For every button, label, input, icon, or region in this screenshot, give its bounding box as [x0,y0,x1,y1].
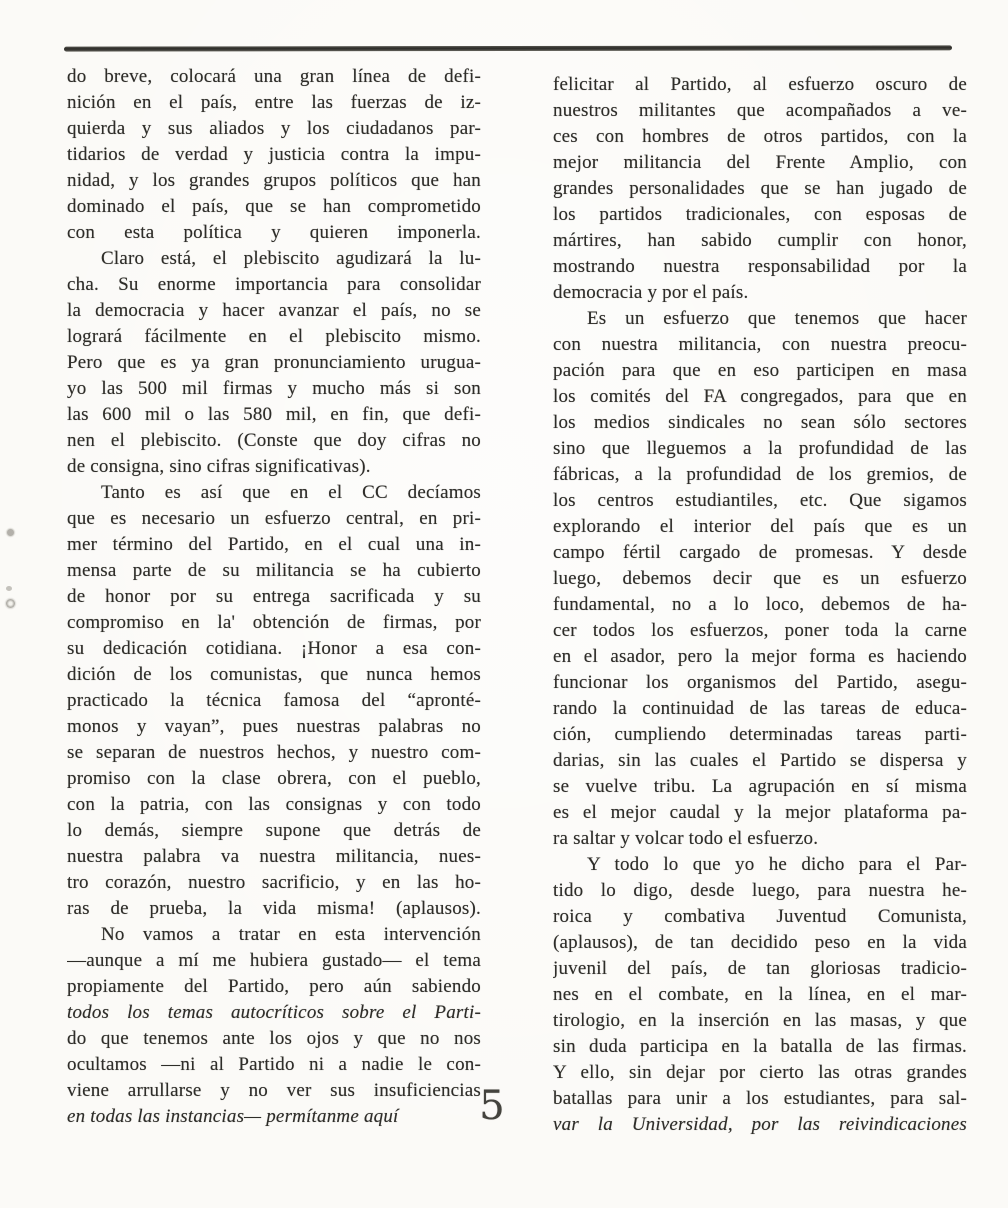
text-line: felicitar al Partido, al esfuerzo oscuro de [553,74,967,95]
paragraph [67,64,481,246]
margin-speck [6,586,12,591]
text-line: que es necesario un esfuerzo central, en pri- [67,508,481,529]
text-line: nición en el país, entre las fuerzas de iz- [67,92,481,113]
text-line: fundamental, no a lo loco, debemos de ha- [553,594,967,615]
text-line: en todas las instancias— permítanme aquí [67,1106,399,1127]
text-line: las 600 mil o las 580 mil, en fin, que defi- [67,404,481,425]
text-line: grandes personalidades que se han jugado de [553,178,967,199]
text-line: funcionar los organismos del Partido, asegu- [553,672,967,693]
text-line: darias, sin las cuales el Partido se dispersa y [553,750,967,771]
text-line: practicado la técnica famosa del “apronté- [67,690,481,711]
paragraph [67,480,481,922]
text-line: ocultamos —ni al Partido ni a nadie le con- [67,1054,481,1075]
text-line: cha. Su enorme importancia para consolidar [67,274,481,295]
text-line: mártires, han sabido cumplir con honor, [553,230,967,251]
text-line: promiso con la clase obrera, con el pueblo, [67,768,481,789]
paragraph [553,306,967,852]
text-line: roica y combativa Juventud Comunista, [553,906,967,927]
text-line: tido lo digo, desde luego, para nuestra he- [553,880,967,901]
text-line: nuestra palabra va nuestra militancia, nues- [67,846,481,867]
text-line: ras de prueba, la vida misma! (aplausos). [67,898,481,919]
text-line: rando la continuidad de las tareas de educa- [553,698,967,719]
text-line: ción, cumpliendo determinadas tareas parti- [553,724,967,745]
left-text-column [67,64,481,1130]
top-rule-divider [64,45,952,51]
text-line: ces con hombres de otros partidos, con la [553,126,967,147]
text-line: se vuelve tribu. La agrupación en sí misma [553,776,967,797]
paragraph [67,922,481,1130]
text-line: los centros estudiantiles, etc. Que sigamos [553,490,967,511]
text-line: var la Universidad, por las reivindicaciones [553,1114,967,1135]
text-line: monos y vayan”, pues nuestras palabras no [67,716,481,737]
text-line: Y todo lo que yo he dicho para el Par- [587,854,967,875]
text-line: do que tenemos ante los ojos y que no nos [67,1028,481,1049]
text-line: juvenil del país, de tan gloriosas tradicio- [553,958,967,979]
text-line: Tanto es así que en el CC decíamos [101,482,481,503]
text-line: democracia y por el país. [553,282,749,303]
text-line: tidarios de verdad y justicia contra la impu- [67,144,481,165]
paragraph [553,72,967,306]
text-line: nuestros militantes que acompañados a ve- [553,100,967,121]
text-line: Pero que es ya gran pronunciamiento urugua- [67,352,481,373]
text-line: es el mejor caudal y la mejor plataforma pa- [553,802,967,823]
text-line: yo las 500 mil firmas y mucho más si son [67,378,481,399]
text-line: lo demás, siempre supone que detrás de [67,820,481,841]
text-line: viene arrullarse y no ver sus insuficiencias [67,1080,481,1101]
text-line: logrará fácilmente en el plebiscito mismo. [67,326,481,347]
text-line: su dedicación cotidiana. ¡Honor a esa con- [67,638,481,659]
text-line: con esta política y quieren imponerla. [67,222,481,243]
text-line: los medios sindicales no sean sólo sectores [553,412,967,433]
text-line: No vamos a tratar en esta intervención [101,924,481,945]
text-line: nes en el combate, en la línea, en el mar- [553,984,967,1005]
text-line: propiamente del Partido, pero aún sabiendo [67,976,481,997]
paragraph [67,246,481,480]
text-line: Y ello, sin dejar por cierto las otras grandes [553,1062,967,1083]
text-line: con la patria, con las consignas y con todo [67,794,481,815]
text-line: Claro está, el plebiscito agudizará la lu- [101,248,481,269]
text-line: nidad, y los grandes grupos políticos que han [67,170,481,191]
text-line: los comités del FA congregados, para que en [553,386,967,407]
text-line: ra saltar y volcar todo el esfuerzo. [553,828,819,849]
text-line: cer todos los esfuerzos, poner toda la carne [553,620,967,641]
right-text-column [553,72,967,1138]
text-line: todos los temas autocríticos sobre el Parti- [67,1002,481,1023]
text-line: Es un esfuerzo que tenemos que hacer [587,308,967,329]
text-line: sin duda participa en la batalla de las firmas. [553,1036,967,1057]
text-line: nen el plebiscito. (Conste que doy cifras no [67,430,481,451]
text-line: (aplausos), de tan decidido peso en la vida [553,932,967,953]
text-line: con nuestra militancia, con nuestra preocu- [553,334,967,355]
text-line: tirologio, en la inserción en las masas, y que [553,1010,967,1031]
paragraph [553,852,967,1138]
text-line: mejor militancia del Frente Amplio, con [553,152,967,173]
margin-speck [6,599,15,608]
text-line: de consigna, sino cifras significativas). [67,456,371,477]
text-line: do breve, colocará una gran línea de defi- [67,66,481,87]
text-line: mostrando nuestra responsabilidad por la [553,256,967,277]
text-line: luego, debemos decir que es un esfuerzo [553,568,967,589]
text-line: pación para que en eso participen en masa [553,360,967,381]
text-line: dición de los comunistas, que nunca hemos [67,664,481,685]
text-line: batallas para unir a los estudiantes, para sal- [553,1088,967,1109]
text-line: los partidos tradicionales, con esposas de [553,204,967,225]
text-line: compromiso en la' obtención de firmas, por [67,612,481,633]
page-number: 5 [479,1083,505,1129]
text-line: —aunque a mí me hubiera gustado— el tema [67,950,481,971]
text-line: tro corazón, nuestro sacrificio, y en las ho- [67,872,481,893]
text-line: quierda y sus aliados y los ciudadanos par- [67,118,481,139]
text-line: mensa parte de su militancia se ha cubierto [67,560,481,581]
margin-speck [7,529,14,536]
text-line: fábricas, a la profundidad de los gremios, de [553,464,967,485]
text-line: campo fértil cargado de promesas. Y desde [553,542,967,563]
text-line: en el asador, pero la mejor forma es haciendo [553,646,967,667]
text-line: sino que lleguemos a la profundidad de las [553,438,967,459]
text-line: mer término del Partido, en el cual una in- [67,534,481,555]
text-line: explorando el interior del país que es un [553,516,967,537]
text-line: se separan de nuestros hechos, y nuestro com- [67,742,481,763]
text-line: de honor por su entrega sacrificada y su [67,586,481,607]
text-line: la democracia y hacer avanzar el país, no se [67,300,481,321]
text-line: dominado el país, que se han comprometido [67,196,481,217]
